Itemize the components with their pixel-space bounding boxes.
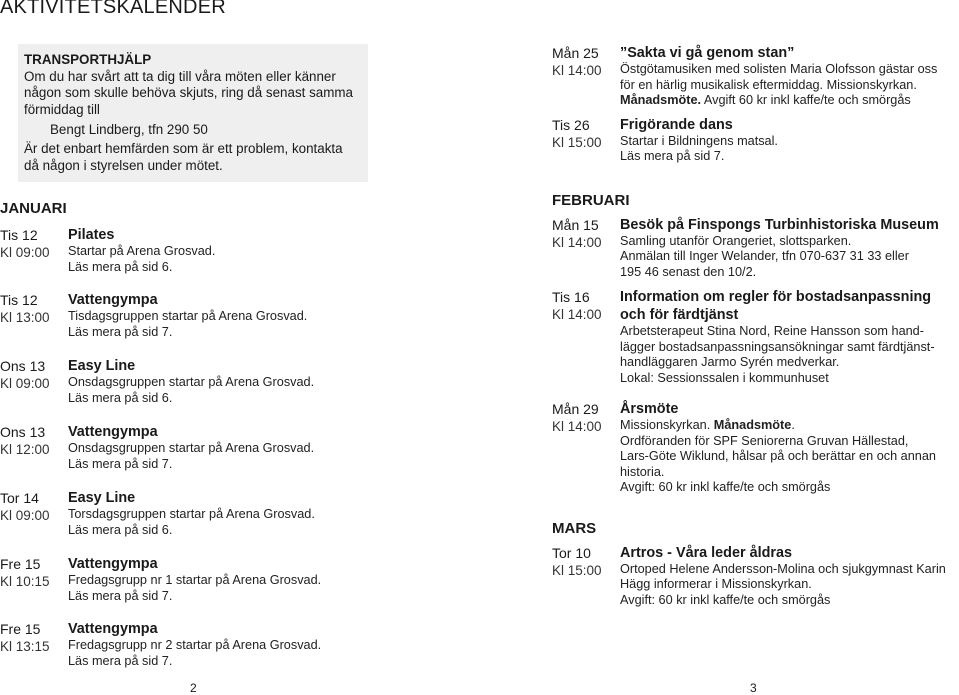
event-line: Lars-Göte Wiklund, hålsar på och berättar en och annan	[620, 449, 936, 463]
event-line: Arbetsterapeut Stina Nord, Reine Hansson som hand-	[620, 324, 924, 338]
event-day: Mån 15	[552, 216, 599, 233]
event-day: Mån 25	[552, 45, 599, 61]
event-time: Kl 09:00	[0, 508, 50, 523]
month-heading-march: MARS	[552, 519, 597, 537]
event-line: Tisdagsgruppen startar på Arena Grosvad.	[68, 309, 308, 323]
event-line: Hägg informerar i Missionskyrkan.	[620, 577, 812, 591]
event-title: Pilates	[68, 227, 115, 243]
event-time: Kl 13:00	[0, 310, 50, 325]
event-day: Tis 26	[552, 116, 590, 133]
event-line: Startar i Bildningens matsal.	[620, 133, 778, 148]
event-title: Vattengympa	[68, 424, 158, 440]
event-time: Kl 10:15	[0, 574, 50, 589]
event-item	[552, 116, 957, 165]
transport-note-line: då någon i styrelsen under mötet.	[24, 157, 223, 173]
event-item	[552, 288, 957, 386]
event-line: lägger bostadsanpassningsansökningar samt färdtjänst-	[620, 339, 935, 354]
page-number-right: 3	[750, 681, 757, 695]
event-item	[552, 544, 957, 609]
transport-info-box	[18, 44, 368, 182]
event-line: Läs mera på sid 6.	[68, 390, 173, 405]
right-column	[552, 44, 957, 608]
event-line: Ordföranden för SPF Seniorerna Gruvan Hällestad,	[620, 433, 909, 448]
event-line: Lokal: Sessionssalen i kommunhuset	[620, 370, 829, 385]
transport-title: TRANSPORTHJÄLP	[24, 52, 152, 67]
event-time: Kl 13:15	[0, 639, 50, 654]
event-line: Läs mera på sid 7.	[68, 324, 173, 339]
event-item	[0, 555, 470, 604]
month-heading-january: JANUARI	[0, 200, 67, 217]
event-time: Kl 15:00	[552, 562, 602, 578]
event-day: Ons 13	[0, 424, 46, 440]
event-line	[620, 93, 957, 109]
transport-contact: Bengt Lindberg, tfn 290 50	[50, 122, 208, 138]
event-time: Kl 12:00	[0, 442, 50, 457]
event-time: Kl 14:00	[552, 307, 602, 322]
event-line: Torsdagsgruppen startar på Arena Grosvad.	[68, 507, 315, 521]
event-line: handläggaren Jarmo Syrén medverkar.	[620, 355, 840, 369]
event-line: 195 46 senast den 10/2.	[620, 264, 757, 279]
event-time: Kl 14:00	[552, 234, 602, 250]
event-day: Ons 13	[0, 358, 46, 374]
event-line: Läs mera på sid 7.	[68, 588, 173, 603]
event-line: Startar på Arena Grosvad.	[68, 244, 216, 258]
event-title: Artros - Våra leder åldras	[620, 544, 792, 561]
transport-note-line: Är det enbart hemfärden som är ett problem, kontakta	[24, 140, 343, 156]
page-number-left: 2	[190, 681, 197, 695]
event-title: Årsmöte	[620, 401, 679, 417]
event-day: Mån 29	[552, 401, 599, 417]
event-line: Onsdagsgruppen startar på Arena Grosvad.	[68, 441, 315, 455]
event-day: Tor 14	[0, 490, 39, 506]
event-day: Tis 12	[0, 292, 38, 308]
month-heading-february: FEBRUARI	[552, 191, 630, 209]
event-line: för en härlig musikalisk eftermiddag. Missionskyrkan.	[620, 77, 917, 92]
event-day: Tis 16	[552, 289, 590, 305]
event-line: Läs mera på sid 7.	[620, 149, 725, 163]
event-day: Fre 15	[0, 621, 41, 637]
event-item	[0, 423, 470, 472]
event-title: Easy Line	[68, 358, 136, 374]
event-title: ”Sakta vi gå genom stan”	[620, 45, 795, 61]
event-title: Besök på Finspongs Turbinhistoriska Museum	[620, 216, 939, 233]
page-title: AKTIVITETSKALENDER	[0, 0, 226, 18]
monthly-meeting-label: Månadsmöte.	[620, 93, 702, 107]
event-item	[552, 216, 957, 281]
event-item	[0, 226, 470, 275]
event-time: Kl 09:00	[0, 376, 50, 391]
event-day: Tis 12	[0, 227, 38, 243]
event-title: Easy Line	[68, 490, 136, 506]
event-line: Avgift: 60 kr inkl kaffe/te och smörgås	[620, 592, 831, 607]
event-title: Vattengympa	[68, 556, 158, 572]
transport-intro-line: någon som skulle behöva skjuts, ring då senast samma	[24, 85, 353, 101]
monthly-meeting-label: Månadsmöte	[713, 418, 792, 432]
event-line: Läs mera på sid 7.	[68, 456, 173, 471]
event-line: historia.	[620, 464, 665, 479]
event-item	[0, 357, 470, 406]
event-line: Östgötamusiken med solisten Maria Olofsson gästar oss	[620, 62, 938, 76]
event-title: Frigörande dans	[620, 116, 733, 133]
event-title: Information om regler för bostadsanpassning	[620, 289, 932, 305]
event-line: Samling utanför Orangeriet, slottsparken.	[620, 233, 852, 248]
event-line	[620, 418, 957, 434]
event-line: Avgift: 60 kr inkl kaffe/te och smörgås	[620, 480, 831, 494]
event-time: Kl 09:00	[0, 245, 50, 260]
event-title: Vattengympa	[68, 621, 158, 637]
january-section	[0, 198, 470, 669]
event-item	[552, 44, 957, 109]
event-line: Ortoped Helene Andersson-Molina och sjukgymnast Karin	[620, 561, 946, 576]
event-time: Kl 14:00	[552, 63, 602, 78]
event-line: Läs mera på sid 6.	[68, 259, 173, 274]
transport-intro-line: Om du har svårt att ta dig till våra möten eller känner	[24, 68, 336, 84]
event-day: Fre 15	[0, 556, 41, 572]
event-line: Fredagsgrupp nr 2 startar på Arena Grosvad.	[68, 638, 322, 652]
event-line: Läs mera på sid 6.	[68, 522, 173, 537]
event-line: Anmälan till Inger Welander, tfn 070-637 31 33 eller	[620, 249, 909, 263]
event-item	[0, 620, 470, 669]
event-day: Tor 10	[552, 544, 591, 561]
transport-intro-line: förmiddag till	[24, 101, 100, 117]
punctuation: .	[791, 418, 795, 432]
event-item	[0, 291, 470, 340]
event-location: Missionskyrkan.	[620, 418, 714, 432]
event-line: Fredagsgrupp nr 1 startar på Arena Grosvad.	[68, 573, 322, 587]
event-fee-text: Avgift 60 kr inkl kaffe/te och smörgås	[701, 93, 911, 107]
event-item	[0, 489, 470, 538]
event-title: och för färdtjänst	[620, 307, 739, 323]
event-item	[552, 400, 957, 496]
event-time: Kl 14:00	[552, 419, 602, 434]
event-line: Läs mera på sid 7.	[68, 653, 173, 668]
event-line: Onsdagsgruppen startar på Arena Grosvad.	[68, 375, 315, 389]
event-title: Vattengympa	[68, 292, 158, 308]
event-time: Kl 15:00	[552, 134, 602, 150]
